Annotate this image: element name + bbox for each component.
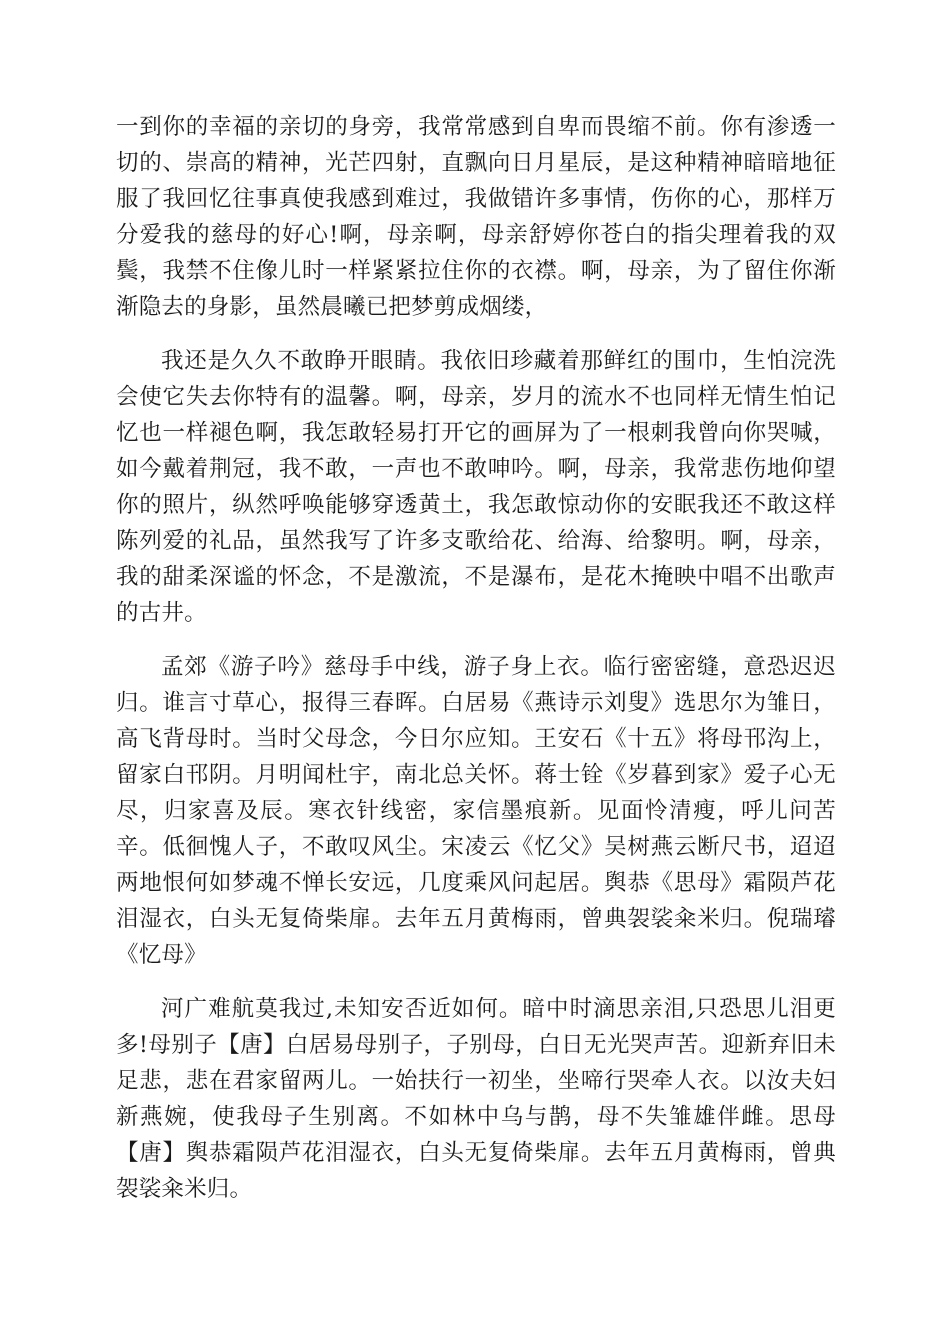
paragraph-4: 河广难航莫我过,未知安否近如何。暗中时滴思亲泪,只恐思儿泪更多!母别子【唐】白居易母别子，子别母，白日无光哭声苦。迎新弃旧未足悲，悲在君家留两儿。一始扶行一初坐，坐啼行哭牵人衣。以汝夫妇新燕婉，使我母子生别离。不如林中乌与鹊，母不失雏雄伴雌。思母【唐】舆恭霜陨芦花泪湿衣，白头无复倚柴扉。去年五月黄梅雨，曾典袈裟籴米归。 (116, 996, 836, 1202)
document-body (116, 109, 836, 1207)
paragraph-1: 一到你的幸福的亲切的身旁，我常常感到自卑而畏缩不前。你有渗透一切的、崇高的精神，光芒四射，直飘向日月星辰，是这种精神暗暗地征服了我回忆往事真使我感到难过，我做错许多事情，伤你的心，那样万分爱我的慈母的好心!啊，母亲啊，母亲舒婷你苍白的指尖理着我的双鬓，我禁不住像儿时一样紧紧拉住你的衣襟。啊，母亲，为了留住你渐渐隐去的身影，虽然晨曦已把梦剪成烟缕， (116, 114, 836, 320)
paragraph-2: 我还是久久不敢睁开眼睛。我依旧珍藏着那鲜红的围巾，生怕浣洗会使它失去你特有的温馨。啊，母亲，岁月的流水不也同样无情生怕记忆也一样褪色啊，我怎敢轻易打开它的画屏为了一根刺我曾向你哭喊，如今戴着荆冠，我不敢，一声也不敢呻吟。啊，母亲，我常悲伤地仰望你的照片，纵然呼唤能够穿透黄土，我怎敢惊动你的安眠我还不敢这样陈列爱的礼品，虽然我写了许多支歌给花、给海、给黎明。啊，母亲，我的甜柔深谧的怀念，不是激流，不是瀑布，是花木掩映中唱不出歌声的古井。 (116, 348, 836, 626)
paragraph-3: 孟郊《游子吟》慈母手中线，游子身上衣。临行密密缝，意恐迟迟归。谁言寸草心，报得三春晖。白居易《燕诗示刘叟》选思尔为雏日，高飞背母时。当时父母念，今日尔应知。王安石《十五》将母邗沟上，留家白邗阴。月明闻杜宇，南北总关怀。蒋士铨《岁暮到家》爱子心无尽，归家喜及辰。寒衣针线密，家信墨痕新。见面怜清瘦，呼儿问苦辛。低徊愧人子，不敢叹风尘。宋凌云《忆父》吴树燕云断尺书，迢迢两地恨何如梦魂不惮长安远，几度乘风问起居。舆恭《思母》霜陨芦花泪湿衣，白头无复倚柴扉。去年五月黄梅雨，曾典袈裟籴米归。倪瑞璿《忆母》 (116, 654, 836, 968)
